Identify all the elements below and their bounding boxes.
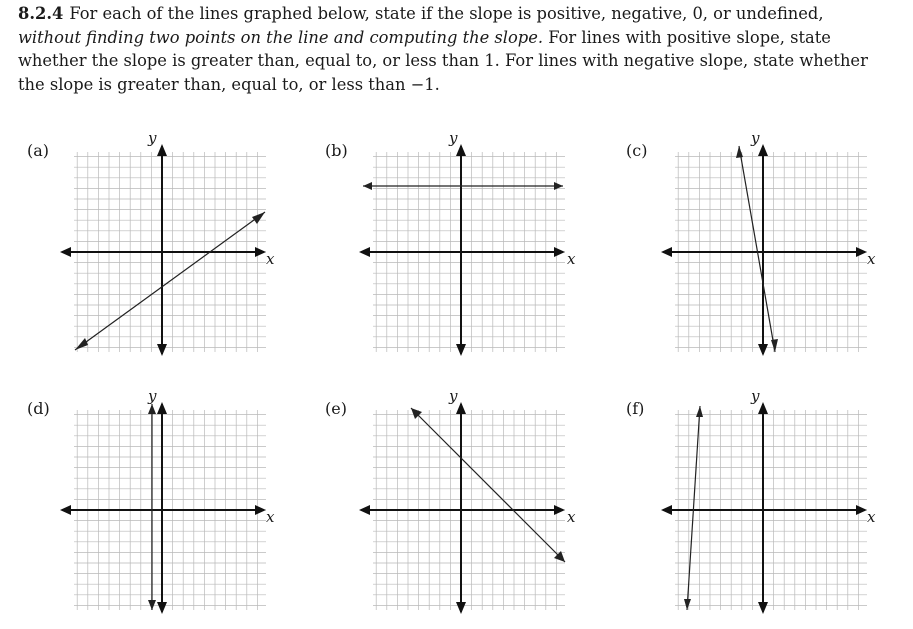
graph-e-y-label: y (449, 387, 458, 405)
y-axis-arrow-up (157, 144, 167, 156)
x-axis-arrow-right (255, 505, 266, 515)
graph-b (359, 129, 576, 350)
graph-label-d: (d) (27, 399, 50, 418)
x-axis-arrow-left (60, 247, 71, 257)
graph-d-line-arrow-start (148, 404, 156, 414)
graph-c (661, 129, 876, 350)
graph-f-y-label: y (751, 387, 760, 405)
graph-e-canvas (359, 388, 569, 613)
graph-c-axes (661, 144, 867, 356)
graph-e (359, 387, 576, 608)
y-axis-arrow-up (758, 144, 768, 156)
problem-statement (18, 2, 890, 96)
graph-e-line (411, 408, 565, 562)
graph-label-f: (f) (626, 399, 645, 418)
graph-b-y-label: y (449, 129, 458, 147)
x-axis-arrow-right (856, 505, 867, 515)
x-axis-arrow-left (661, 505, 672, 515)
x-axis-arrow-left (359, 505, 370, 515)
problem-text-b: For lines with positive slope, state whether the slope is greater than, equal to, or less than 1. For lines with negative slope, state whether the slope is greater than, equal to, or less than −1. (18, 27, 868, 94)
graph-label-a: (a) (27, 141, 50, 160)
graph-a-axes (60, 144, 266, 356)
graph-d (60, 387, 275, 608)
graph-c-line-arrow-end (771, 339, 778, 352)
graph-a (60, 129, 275, 350)
graph-c-x-label: x (867, 250, 876, 268)
graph-d-y-label: y (148, 387, 157, 405)
y-axis-arrow-down (456, 602, 466, 614)
graph-c-y-label: y (751, 129, 760, 147)
y-axis-arrow-down (157, 602, 167, 614)
x-axis-arrow-left (60, 505, 71, 515)
x-axis-arrow-left (359, 247, 370, 257)
y-axis-arrow-down (758, 344, 768, 356)
graph-c-canvas (661, 130, 871, 355)
graph-label-c: (c) (626, 141, 648, 160)
graph-c-line (739, 146, 775, 352)
graph-b-axes (359, 144, 565, 356)
graph-f (661, 387, 876, 608)
graph-b-line-arrow-start (363, 182, 372, 190)
graph-d-line-arrow-end (148, 600, 156, 610)
graph-f-line-arrow-end (684, 599, 691, 610)
graph-e-x-label: x (567, 508, 576, 526)
problem-text-a: For each of the lines graphed below, state if the slope is positive, negative, 0, or undefined, (69, 4, 824, 23)
x-axis-arrow-right (554, 505, 565, 515)
y-axis-arrow-up (456, 144, 466, 156)
graph-a-x-label: x (266, 250, 275, 268)
graph-f-line-arrow-start (696, 406, 703, 417)
graph-a-line-arrow-end (252, 212, 265, 224)
x-axis-arrow-right (554, 247, 565, 257)
graph-f-axes (661, 402, 867, 614)
problem-number: 8.2.4 (18, 4, 64, 23)
graph-b-line-arrow-end (554, 182, 563, 190)
graph-f-canvas (661, 388, 871, 613)
y-axis-arrow-up (456, 402, 466, 414)
y-axis-arrow-down (157, 344, 167, 356)
graph-d-axes (60, 402, 266, 614)
x-axis-arrow-right (856, 247, 867, 257)
x-axis-arrow-right (255, 247, 266, 257)
y-axis-arrow-up (157, 402, 167, 414)
y-axis-arrow-down (456, 344, 466, 356)
graph-d-x-label: x (266, 508, 275, 526)
graph-b-x-label: x (567, 250, 576, 268)
problem-text-italic: without finding two points on the line and computing the slope. (18, 27, 544, 47)
graph-a-canvas (60, 130, 270, 355)
graph-e-axes (359, 402, 565, 614)
y-axis-arrow-down (758, 602, 768, 614)
graph-a-y-label: y (148, 129, 157, 147)
graph-label-b: (b) (325, 141, 348, 160)
x-axis-arrow-left (661, 247, 672, 257)
graph-b-canvas (359, 130, 569, 355)
graph-label-e: (e) (325, 399, 347, 418)
graph-f-x-label: x (867, 508, 876, 526)
y-axis-arrow-up (758, 402, 768, 414)
graph-d-canvas (60, 388, 270, 613)
